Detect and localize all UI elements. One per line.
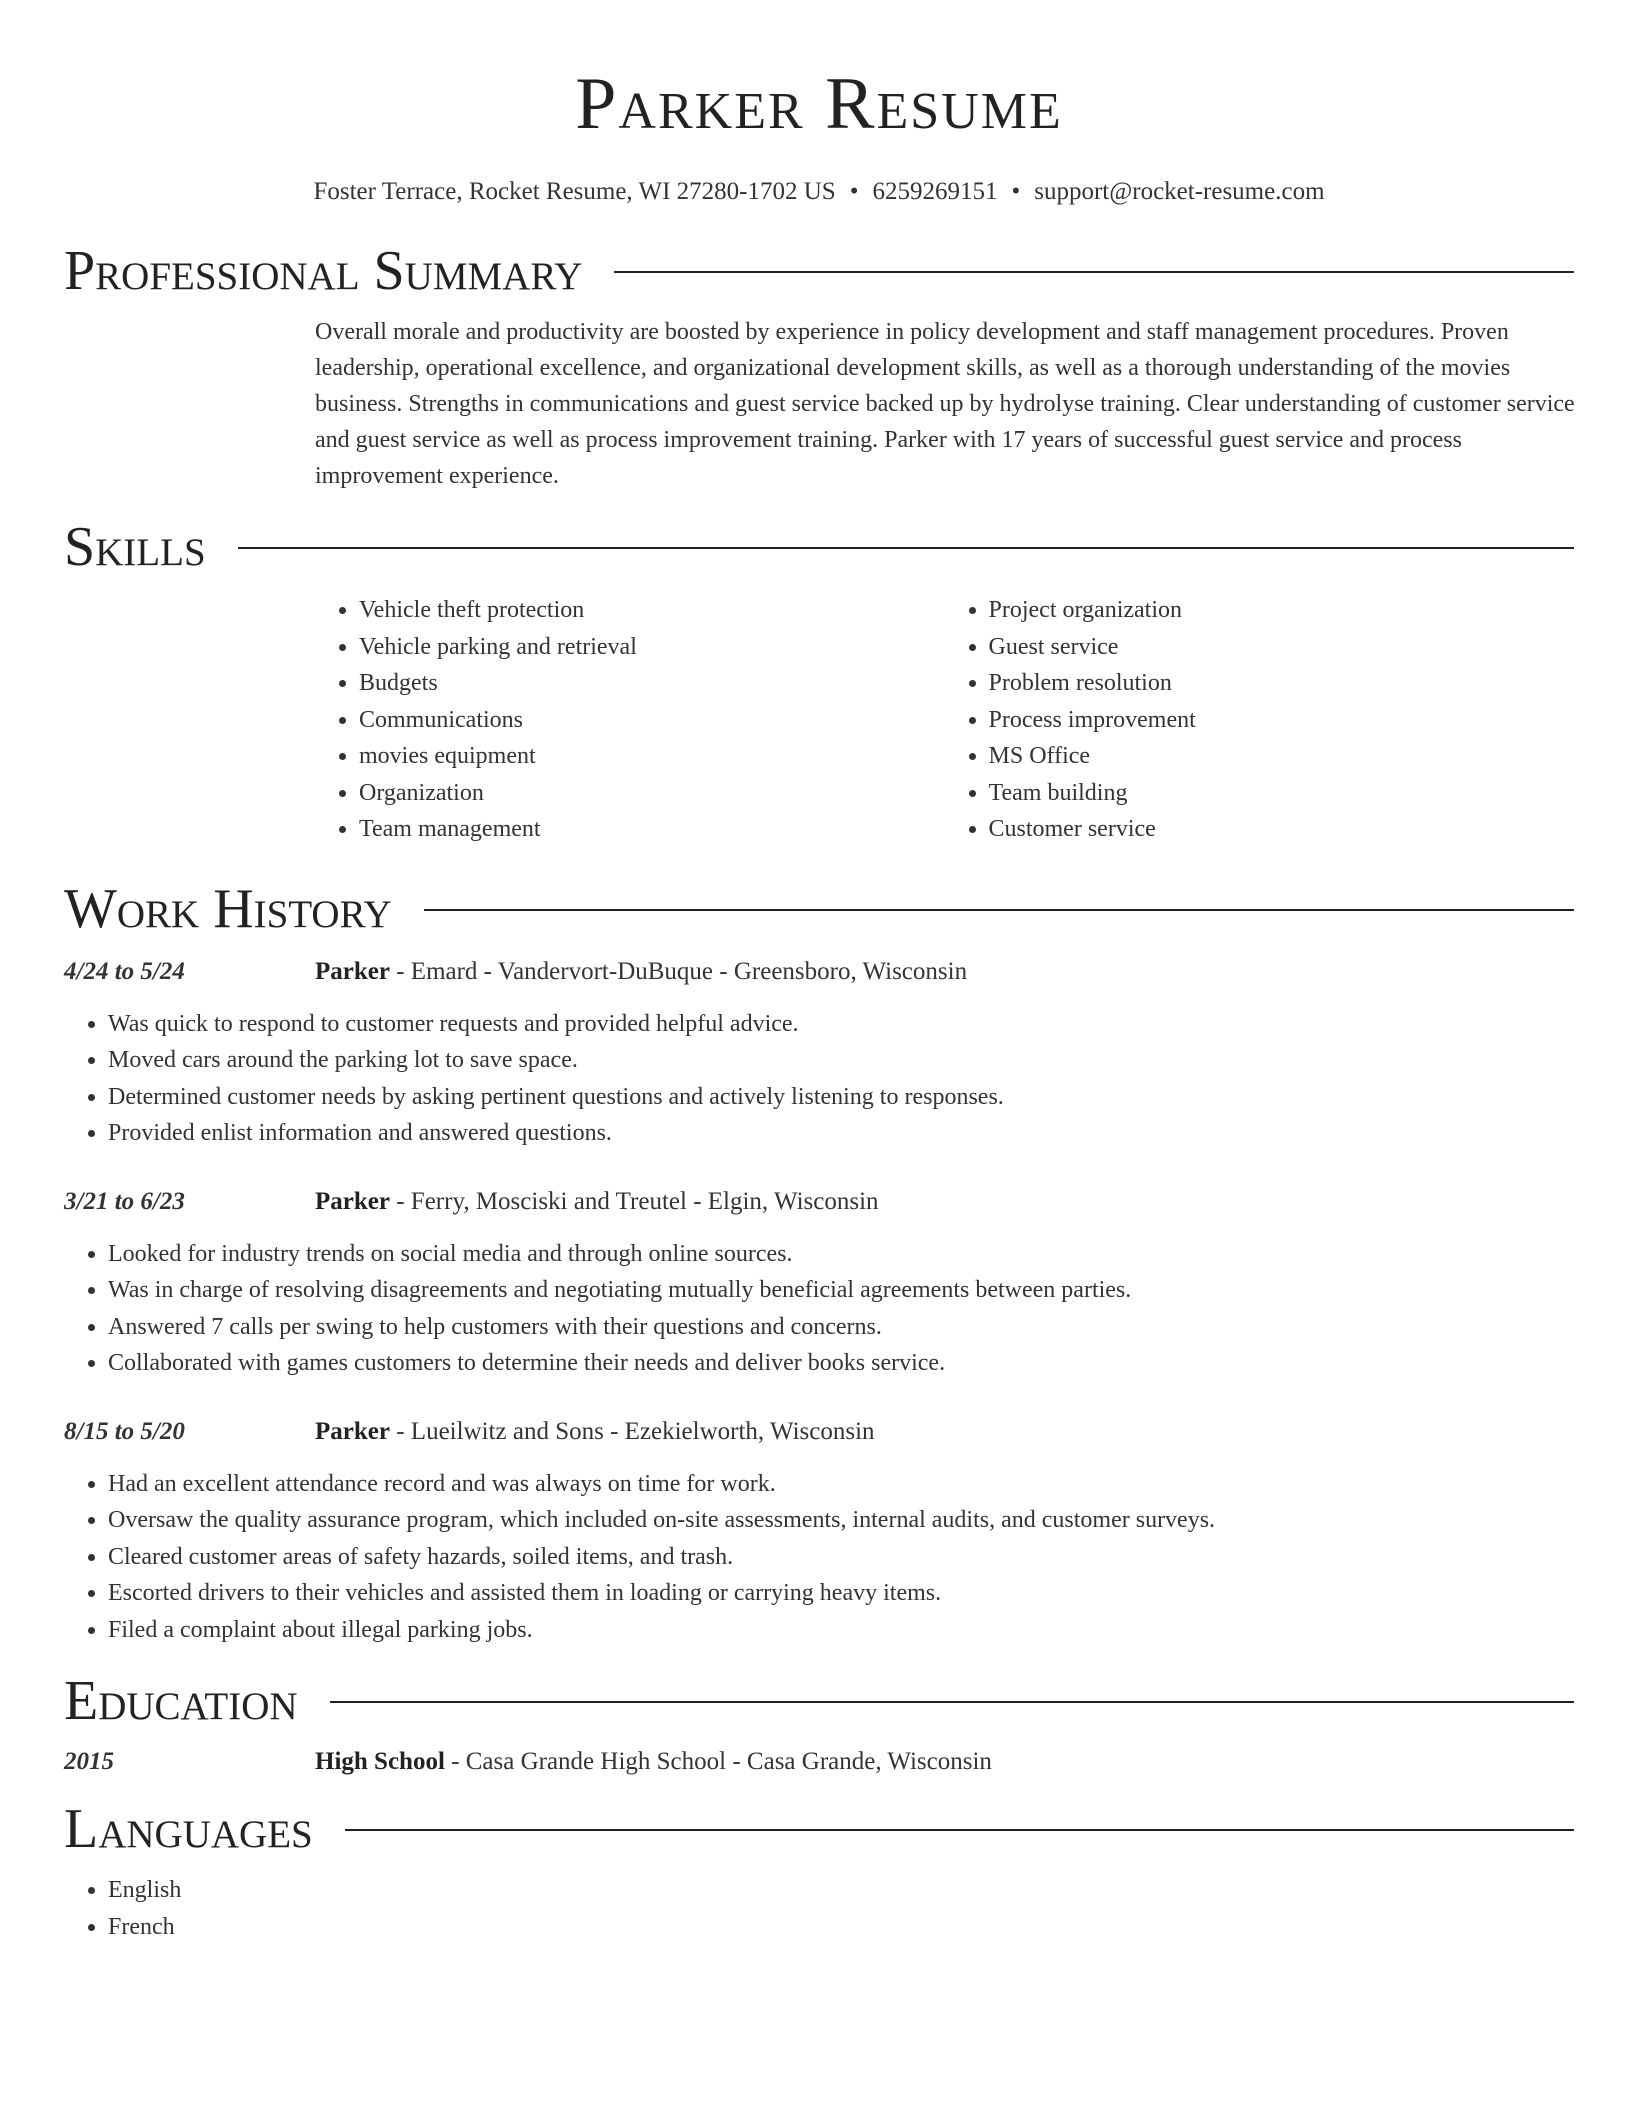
job-bullet: • Answered 7 calls per swing to help customers with their questions and concerns. [108,1309,1574,1346]
job-bullet: • Moved cars around the parking lot to save space. [108,1042,1574,1079]
job-bullet: • Looked for industry trends on social media and through online sources. [108,1236,1574,1273]
job-position: Parker [315,1187,390,1215]
skill-item: • Vehicle theft protection [359,592,945,629]
job-position: Parker [315,957,390,985]
skills-list-left [315,592,945,848]
job-bullet: • Filed a complaint about illegal parking jobs. [108,1612,1574,1649]
skill-item: • MS Office [989,738,1575,775]
skill-item: • Guest service [989,629,1575,666]
summary-section-title: Professional Summary [64,240,583,302]
languages-list [64,1872,1574,1945]
job-bullets [64,1236,1574,1382]
job-details: - Ferry, Mosciski and Treutel - Elgin, Wisconsin [389,1187,879,1215]
job-bullets [64,1006,1574,1152]
skill-item: • Team management [359,811,945,848]
education-degree: High School [315,1748,445,1775]
job-bullet: • Determined customer needs by asking pertinent questions and actively listening to responses. [108,1079,1574,1116]
education-details: - Casa Grande High School - Casa Grande, Wisconsin [444,1748,992,1775]
contact-phone: 6259269151 [872,178,998,205]
section-divider [424,909,1574,911]
job-info [315,1414,875,1450]
job-entry [64,954,1574,1152]
section-divider [238,547,1574,549]
job-entry [64,1414,1574,1649]
work-section-title: Work History [64,877,392,940]
job-date: 3/21 to 6/23 [64,1187,185,1215]
section-divider [345,1829,1574,1831]
skills-section-title: Skills [64,516,206,578]
education-section-title: Education [64,1670,298,1732]
job-entry [64,1184,1574,1382]
skill-item: • movies equipment [359,738,945,775]
contact-email: support@rocket-resume.com [1034,178,1325,205]
skill-item: • Vehicle parking and retrieval [359,629,945,666]
skill-item: • Project organization [989,592,1575,629]
education-info [315,1744,992,1780]
job-details: - Lueilwitz and Sons - Ezekielworth, Wisconsin [389,1417,875,1445]
contact-separator: • [1011,178,1021,205]
job-header [64,954,1574,990]
job-bullet: • Provided enlist information and answered questions. [108,1115,1574,1152]
job-header [64,1184,1574,1220]
skill-item: • Communications [359,702,945,739]
languages-section-title: Languages [64,1798,313,1860]
skills-grid [315,592,1574,848]
skill-item: • Organization [359,775,945,812]
section-divider [614,271,1574,273]
candidate-name: Parker Resume [575,63,1063,145]
skills-section-header [64,516,1574,578]
education-entry [64,1744,1574,1780]
job-details: - Emard - Vandervort-DuBuque - Greensboro, Wisconsin [389,957,968,985]
job-bullet: • Was in charge of resolving disagreements and negotiating mutually beneficial agreements between parties. [108,1272,1574,1309]
job-bullet: • Had an excellent attendance record and was always on time for work. [108,1466,1574,1503]
skill-item: • Customer service [989,811,1575,848]
job-bullet: • Collaborated with games customers to determine their needs and deliver books service. [108,1345,1574,1382]
languages-section-header [64,1798,1574,1860]
language-item: • English [108,1872,1574,1909]
education-section-header [64,1670,1574,1732]
skill-item: • Process improvement [989,702,1575,739]
contact-separator: • [849,178,859,205]
job-header [64,1414,1574,1450]
job-date: 4/24 to 5/24 [64,957,185,985]
skills-list-right [945,592,1575,848]
job-bullet: • Oversaw the quality assurance program, which included on-site assessments, internal audits, and customer surveys. [108,1502,1574,1539]
job-info [315,954,967,990]
education-year: 2015 [64,1748,114,1775]
work-section-header [64,878,1574,940]
skill-item: • Team building [989,775,1575,812]
skill-item: • Budgets [359,665,945,702]
summary-text: Overall morale and productivity are boosted by experience in policy development and staff management procedures. Proven leadership, operational excellence, and organizational development skills, as well as a thorough understanding of the movies business. Strengths in communications and guest service backed up by hydrolyse training. Clear understanding of customer service and guest service as well as process improvement training. Parker with 17 years of successful guest service and process improvement experience. [315,319,1575,489]
resume-page [64,0,1574,1945]
contact-line [64,176,1574,208]
skill-item: • Problem resolution [989,665,1575,702]
job-bullet: • Escorted drivers to their vehicles and assisted them in loading or carrying heavy items. [108,1575,1574,1612]
summary-section-header [64,240,1574,302]
language-item: • French [108,1909,1574,1946]
job-position: Parker [315,1417,390,1445]
job-date: 8/15 to 5/20 [64,1417,185,1445]
job-bullets [64,1466,1574,1649]
job-info [315,1184,879,1220]
job-bullet: • Cleared customer areas of safety hazards, soiled items, and trash. [108,1539,1574,1576]
section-divider [330,1701,1574,1703]
job-bullet: • Was quick to respond to customer requests and provided helpful advice. [108,1006,1574,1043]
contact-address: Foster Terrace, Rocket Resume, WI 27280-1702 US [313,178,836,205]
